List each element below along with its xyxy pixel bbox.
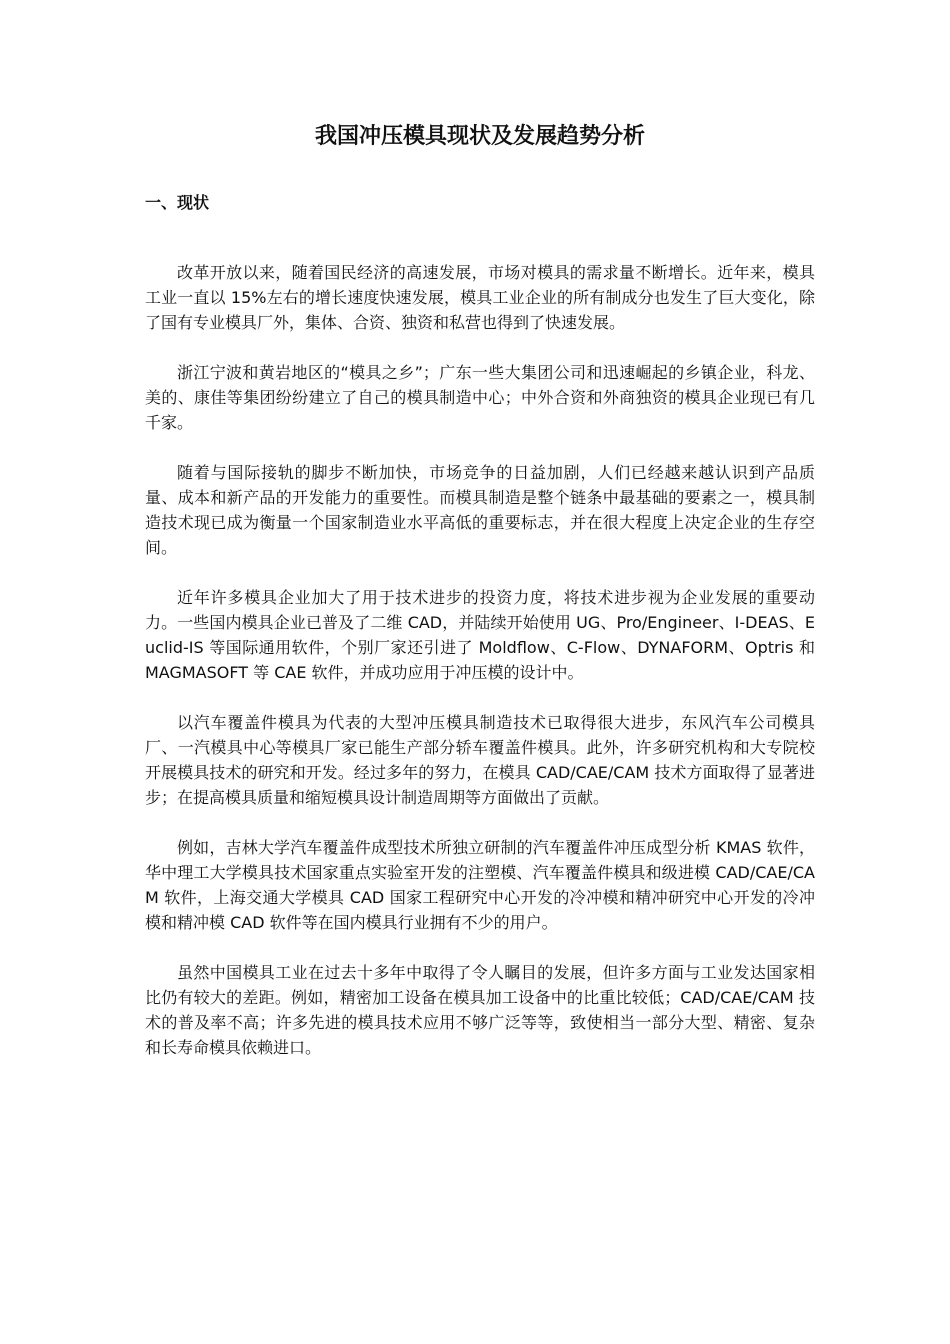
paragraph-3: 随着与国际接轨的脚步不断加快，市场竞争的日益加剧，人们已经越来越认识到产品质量、成本和新产品的开发能力的重要性。而模具制造是整个链条中最基础的要素之一，模具制造技术现已成为衡量一个国家制造业水平高低的重要标志，并在很大程度上决定企业的生存空间。 [145, 463, 815, 557]
body-text [145, 260, 815, 1085]
paragraph-7: 虽然中国模具工业在过去十多年中取得了令人瞩目的发展，但许多方面与工业发达国家相比仍有较大的差距。例如，精密加工设备在模具加工设备中的比重比较低；CAD/CAE/CAM 技术的普及率不高；许多先进的模具技术应用不够广泛等等，致使相当一部分大型、精密、复杂和长寿命模具依赖进口。 [145, 963, 815, 1057]
document-title: 我国冲压模具现状及发展趋势分析 [314, 124, 645, 149]
paragraph-2: 浙江宁波和黄岩地区的“模具之乡”；广东一些大集团公司和迅速崛起的乡镇企业，科龙、美的、康佳等集团纷纷建立了自己的模具制造中心；中外合资和外商独资的模具企业现已有几千家。 [145, 363, 815, 432]
paragraph-5: 以汽车覆盖件模具为代表的大型冲压模具制造技术已取得很大进步，东风汽车公司模具厂、一汽模具中心等模具厂家已能生产部分轿车覆盖件模具。此外，许多研究机构和大专院校开展模具技术的研究和开发。经过多年的努力，在模具 CAD/CAE/CAM 技术方面取得了显著进步；在提高模具质量和缩短模具设计制造周期等方面做出了贡献。 [145, 713, 815, 807]
paragraph-6: 例如，吉林大学汽车覆盖件成型技术所独立研制的汽车覆盖件冲压成型分析 KMAS 软件，华中理工大学模具技术国家重点实验室开发的注塑模、汽车覆盖件模具和级进模 CAD/CAE/CAM 软件，上海交通大学模具 CAD 国家工程研究中心开发的冷冲模和精冲研究中心开发的冷冲模和精冲模 CAD 软件等在国内模具行业拥有不少的用户。 [145, 838, 815, 932]
section-heading-current-status: 一、现状 [145, 193, 210, 212]
paragraph-4: 近年许多模具企业加大了用于技术进步的投资力度，将技术进步视为企业发展的重要动力。一些国内模具企业已普及了二维 CAD，并陆续开始使用 UG、Pro/Engineer、I-DEAS、Euclid-IS 等国际通用软件，个别厂家还引进了 Moldflow、C-Flow、DYNAFORM、Optris 和 MAGMASOFT 等 CAE 软件，并成功应用于冲压模的设计中。 [145, 588, 815, 682]
paragraph-1: 改革开放以来，随着国民经济的高速发展，市场对模具的需求量不断增长。近年来，模具工业一直以 15%左右的增长速度快速发展，模具工业企业的所有制成分也发生了巨大变化，除了国有专业模具厂外，集体、合资、独资和私营也得到了快速发展。 [145, 263, 815, 332]
